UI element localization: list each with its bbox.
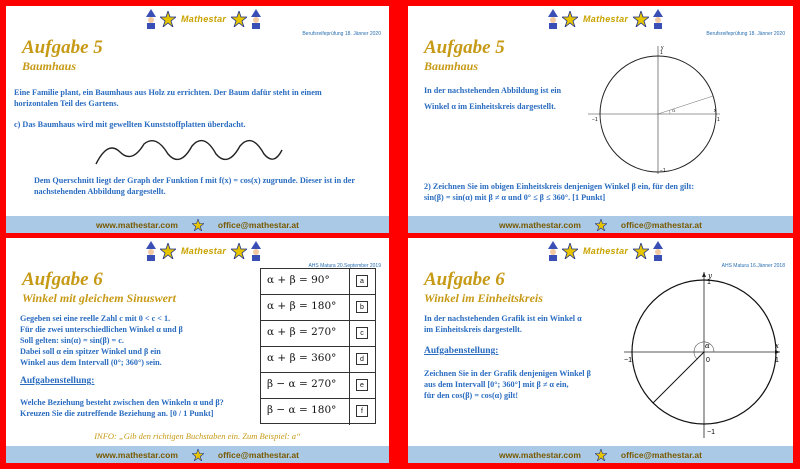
wizard-mascot-icon: [546, 241, 560, 261]
option-row-c: [261, 321, 375, 347]
slide-aufgabe6-sinuswert: [6, 238, 389, 463]
star-icon: [160, 243, 176, 259]
footer-bar: [408, 216, 793, 233]
origin-label: 0: [706, 357, 710, 364]
task-line-2: aus dem Intervall [0°; 360°] mit β ≠ α ein,: [424, 380, 569, 389]
wizard-mascot-icon: [144, 9, 158, 29]
x-axis-label: x: [775, 342, 779, 350]
star-icon: [231, 11, 247, 27]
intro-line-1: In der nachstehenden Abbildung ist ein: [424, 86, 562, 95]
exam-label: Berufsreifeprüfung 18. Jänner 2020: [302, 31, 381, 37]
intro-line-5: Winkel aus dem Intervall (0°; 360°) sein.: [20, 358, 162, 367]
option-row-f: [261, 399, 375, 425]
y-tick-neg: −1: [660, 168, 666, 174]
wizard-mascot-icon: [546, 9, 560, 29]
star-icon: [192, 449, 204, 461]
star-icon: [595, 219, 607, 231]
y-axis-label: y: [661, 45, 664, 51]
slide-title: Aufgabe 6: [424, 269, 505, 290]
aufgabenstellung-heading: Aufgabenstellung:: [20, 376, 95, 386]
brand-name: Mathestar: [181, 14, 227, 24]
intro-line-1: In der nachstehenden Grafik ist ein Winkel α: [424, 314, 582, 323]
option-expression: α + β = 180°: [267, 300, 337, 312]
option-expression: β − α = 270°: [267, 378, 337, 390]
wizard-mascot-icon: [651, 9, 665, 29]
x-tick-pos: 1: [717, 117, 720, 123]
aufgabenstellung-heading: Aufgabenstellung:: [424, 346, 499, 356]
option-row-d: [261, 347, 375, 373]
slide-aufgabe6-einheitskreis: [408, 238, 793, 463]
option-checkbox-f[interactable]: f: [356, 405, 368, 417]
star-icon: [192, 219, 204, 231]
slide-title: Aufgabe 5: [424, 37, 505, 58]
intro-line-2: Winkel α im Einheitskreis dargestellt.: [424, 102, 556, 111]
mathestar-logo: [546, 240, 665, 262]
option-checkbox-b[interactable]: b: [356, 301, 368, 313]
unit-circle-diagram: [584, 42, 724, 176]
slide-subtitle: Baumhaus: [424, 59, 479, 73]
x-tick-neg: −1: [624, 357, 632, 364]
intro-line-4: Dabei soll α ein spitzer Winkel und β ein: [20, 347, 161, 356]
intro-line-3: Soll gelten: sin(α) = sin(β) = c.: [20, 336, 124, 345]
intro-line-1: Gegeben sei eine reelle Zahl c mit 0 < c < 1.: [20, 314, 171, 323]
question-line-1: Welche Beziehung besteht zwischen den Winkeln α und β?: [20, 398, 224, 407]
slide-title: Aufgabe 6: [22, 269, 103, 290]
star-icon: [595, 449, 607, 461]
task-c: c) Das Baumhaus wird mit gewellten Kunststoffplatten überdacht.: [14, 120, 246, 129]
intro-line-2: horizontalen Teil des Gartens.: [14, 99, 119, 108]
website-link[interactable]: www.mathestar.com: [499, 219, 581, 230]
option-row-a: [261, 269, 375, 295]
x-tick-neg: −1: [592, 117, 598, 123]
email-link[interactable]: office@mathestar.at: [217, 219, 299, 230]
corrugated-roof-graph: [94, 136, 284, 170]
intro-line-2: Für die zwei unterschiedlichen Winkel α und β: [20, 325, 183, 334]
option-row-e: [261, 373, 375, 399]
option-checkbox-c[interactable]: c: [356, 327, 368, 339]
wizard-mascot-icon: [144, 241, 158, 261]
exam-label: AHS Matura 16.Jänner 2018: [721, 263, 785, 269]
option-row-b: [261, 295, 375, 321]
option-expression: α + β = 270°: [267, 326, 337, 338]
star-icon: [633, 11, 649, 27]
brand-name: Mathestar: [181, 246, 227, 256]
x-tick-pos: 1: [775, 357, 779, 364]
slide-subtitle: Winkel mit gleichem Sinuswert: [22, 291, 176, 305]
footer-bar: [408, 446, 793, 463]
slide-title: Aufgabe 5: [22, 37, 103, 58]
star-icon: [562, 243, 578, 259]
option-checkbox-e[interactable]: e: [356, 379, 368, 391]
answer-options-table: [260, 268, 376, 424]
star-icon: [231, 243, 247, 259]
slide-aufgabe5-baumhaus-a: [6, 6, 389, 233]
email-link[interactable]: office@mathestar.at: [620, 449, 702, 460]
email-link[interactable]: office@mathestar.at: [620, 219, 702, 230]
exam-label: AHS Matura 20.September 2019: [308, 263, 381, 269]
task-line-3: für den cos(β) = cos(α) gilt!: [424, 391, 519, 400]
wizard-mascot-icon: [249, 241, 263, 261]
option-checkbox-d[interactable]: d: [356, 353, 368, 365]
wizard-mascot-icon: [249, 9, 263, 29]
option-expression: β − α = 180°: [267, 404, 337, 416]
email-link[interactable]: office@mathestar.at: [217, 449, 299, 460]
task-2-line-2: sin(β) = sin(α) mit β ≠ α und 0° ≤ β ≤ 360°. [1 Punkt]: [424, 193, 606, 202]
star-icon: [160, 11, 176, 27]
star-icon: [633, 243, 649, 259]
slide-subtitle: Baumhaus: [22, 59, 77, 73]
footer-bar: [6, 216, 389, 233]
wizard-mascot-icon: [651, 241, 665, 261]
question-line-2: Kreuzen Sie die zutreffende Beziehung an. [0 / 1 Punkt]: [20, 409, 214, 418]
footer-bar: [6, 446, 389, 463]
website-link[interactable]: www.mathestar.com: [96, 449, 178, 460]
y-axis-label: y: [708, 272, 712, 280]
alpha-label: α: [705, 342, 710, 350]
slide-aufgabe5-baumhaus-b: [408, 6, 793, 233]
website-link[interactable]: www.mathestar.com: [499, 449, 581, 460]
brand-name: Mathestar: [583, 246, 629, 256]
slide-subtitle: Winkel im Einheitskreis: [424, 291, 543, 305]
description-line-1: Dem Querschnitt liegt der Graph der Funktion f mit f(x) = cos(x) zugrunde. Dieser ist in der: [34, 176, 355, 185]
intro-line-1: Eine Familie plant, ein Baumhaus aus Holz zu errichten. Der Baum dafür steht in einem: [14, 88, 322, 97]
option-checkbox-a[interactable]: a: [356, 275, 368, 287]
option-expression: α + β = 90°: [267, 274, 330, 286]
description-line-2: nachstehenden Abbildung dargestellt.: [34, 187, 166, 196]
website-link[interactable]: www.mathestar.com: [96, 219, 178, 230]
info-hint: INFO: „Gib den richtigen Buchstaben ein. Zum Beispiel: a“: [94, 431, 301, 441]
mathestar-logo: [144, 8, 263, 30]
y-tick-pos: 1: [660, 50, 663, 56]
intro-line-2: im Einheitskreis dargestellt.: [424, 325, 522, 334]
brand-name: Mathestar: [583, 14, 629, 24]
star-icon: [562, 11, 578, 27]
unit-circle-diagram: [618, 268, 786, 440]
exam-label: Berufsreifeprüfung 18. Jänner 2020: [706, 31, 785, 37]
x-axis-label: x: [714, 108, 717, 114]
mathestar-logo: [546, 8, 665, 30]
y-tick-pos: 1: [707, 279, 711, 286]
task-line-1: Zeichnen Sie in der Grafik denjenigen Winkel β: [424, 369, 591, 378]
alpha-label: α: [672, 108, 676, 114]
y-tick-neg: −1: [707, 429, 715, 436]
task-2-line-1: 2) Zeichnen Sie im obigen Einheitskreis denjenigen Winkel β ein, für den gilt:: [424, 182, 695, 191]
mathestar-logo: [144, 240, 263, 262]
option-expression: α + β = 360°: [267, 352, 337, 364]
